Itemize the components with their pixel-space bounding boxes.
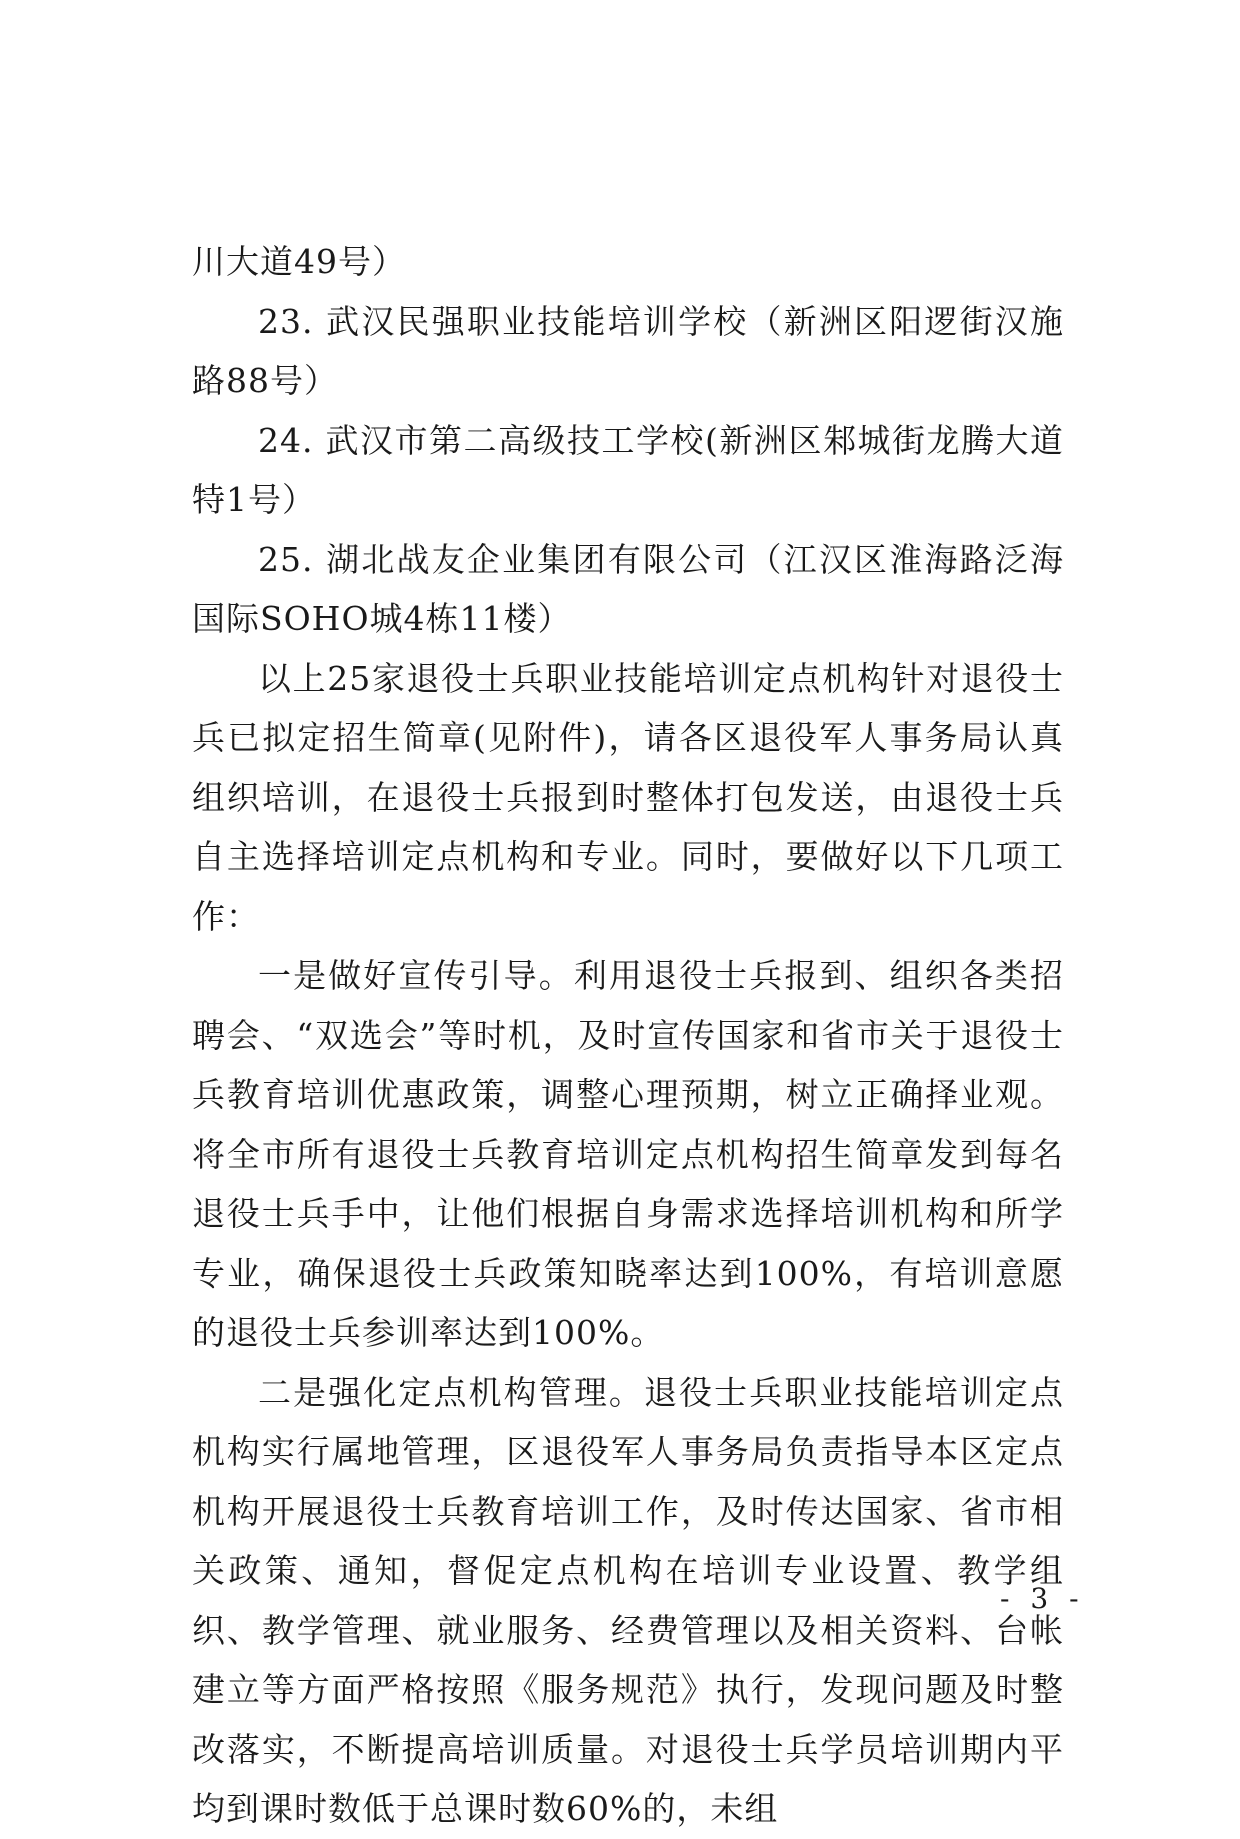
page-number: - 3 - (1000, 1582, 1085, 1615)
list-item-23: 23. 武汉民强职业技能培训学校（新洲区阳逻街汉施路88号） (192, 301, 1064, 400)
list-item-25: 25. 湖北战友企业集团有限公司（江汉区淮海路泛海国际SOHO城4栋11楼） (192, 539, 1064, 638)
task-paragraph-publicity: 一是做好宣传引导。利用退役士兵报到、组织各类招聘会、“双选会”等时机，及时宣传国家和省市关于退役士兵教育培训优惠政策，调整心理预期，树立正确择业观。将全市所有退役士兵教育培训定点机构招生简章发到每名退役士兵手中，让他们根据自身需求选择培训机构和所学专业，确保退役士兵政策知晓率达到100%，有培训意愿的退役士兵参训率达到100%。 (192, 956, 1064, 1352)
document-body (192, 232, 1064, 1839)
summary-paragraph: 以上25家退役士兵职业技能培训定点机构针对退役士兵已拟定招生简章(见附件)，请各区退役军人事务局认真组织培训，在退役士兵报到时整体打包发送，由退役士兵自主选择培训定点机构和专业。同时，要做好以下几项工作： (192, 658, 1064, 936)
list-item-24: 24. 武汉市第二高级技工学校(新洲区邾城街龙腾大道特1号） (192, 420, 1064, 519)
task-paragraph-management: 二是强化定点机构管理。退役士兵职业技能培训定点机构实行属地管理，区退役军人事务局负责指导本区定点机构开展退役士兵教育培训工作，及时传达国家、省市相关政策、通知，督促定点机构在培训专业设置、教学组织、教学管理、就业服务、经费管理以及相关资料、台帐建立等方面严格按照《服务规范》执行，发现问题及时整改落实，不断提高培训质量。对退役士兵学员培训期内平均到课时数低于总课时数60%的，未组 (192, 1372, 1064, 1828)
continuation-paragraph: 川大道49号） (192, 242, 406, 281)
